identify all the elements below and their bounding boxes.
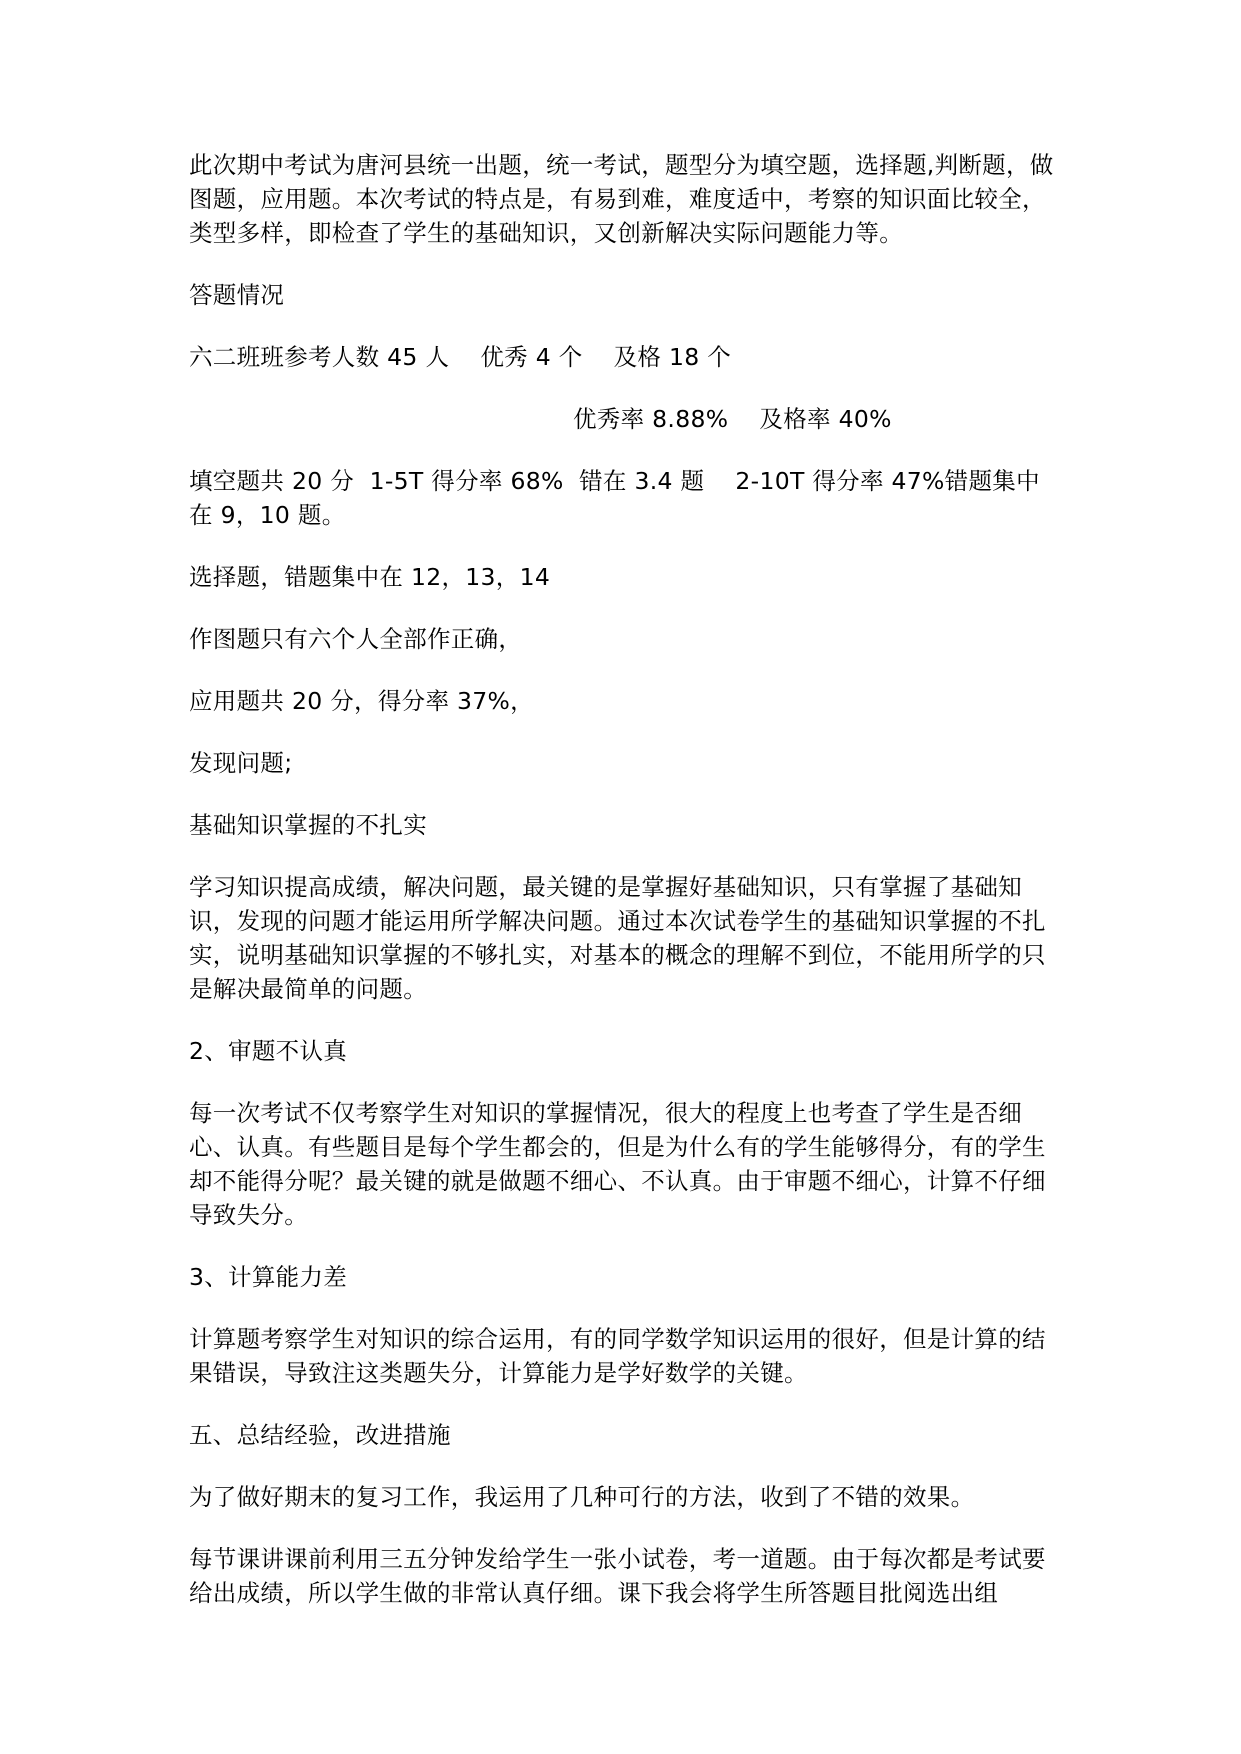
problem-1-paragraph: 学习知识提高成绩，解决问题，最关键的是掌握好基础知识，只有掌握了基础知识，发现的问题才能运用所学解决问题。通过本次试卷学生的基础知识掌握的不扎实，说明基础知识掌握的不够扎实，对基本的概念的理解不到位，不能用所学的只是解决最简单的问题。 xyxy=(189,873,1046,1003)
application-summary: 应用题共 20 分，得分率 37%， xyxy=(189,687,534,715)
answer-situation-heading: 答题情况 xyxy=(189,281,285,309)
section-5-heading: 五、总结经验，改进措施 xyxy=(189,1421,451,1449)
problem-2-heading: 2、审题不认真 xyxy=(189,1037,348,1065)
document-body xyxy=(189,148,1059,1638)
intro-paragraph: 此次期中考试为唐河县统一出题，统一考试，题型分为填空题，选择题,判断题，做图题，应用题。本次考试的特点是，有易到难，难度适中，考察的知识面比较全，类型多样，即检查了学生的基础知识，又创新解决实际问题能力等。 xyxy=(189,151,1054,247)
section-5-method-paragraph: 每节课讲课前利用三五分钟发给学生一张小试卷，考一道题。由于每次都是考试要给出成绩，所以学生做的非常认真仔细。课下我会将学生所答题目批阅选出组 xyxy=(189,1545,1046,1607)
class-stats-line: 六二班班参考人数 45 人 优秀 4 个 及格 18 个 xyxy=(189,343,732,371)
rate-stats-line: 优秀率 8.88% 及格率 40% xyxy=(573,405,892,433)
fill-blank-summary: 填空题共 20 分 1-5T 得分率 68% 错在 3.4 题 2-10T 得分率 47%错题集中在 9，10 题。 xyxy=(189,467,1040,529)
drawing-summary: 作图题只有六个人全部作正确， xyxy=(189,625,523,653)
problem-3-paragraph: 计算题考察学生对知识的综合运用，有的同学数学知识运用的很好，但是计算的结果错误，导致注这类题失分，计算能力是学好数学的关键。 xyxy=(189,1325,1046,1387)
problems-heading: 发现问题; xyxy=(189,749,293,777)
problem-3-heading: 3、计算能力差 xyxy=(189,1263,348,1291)
multiple-choice-summary: 选择题，错题集中在 12，13，14 xyxy=(189,563,551,591)
problem-1-heading: 基础知识掌握的不扎实 xyxy=(189,811,427,839)
section-5-intro: 为了做好期末的复习工作，我运用了几种可行的方法，收到了不错的效果。 xyxy=(189,1483,975,1511)
problem-2-paragraph: 每一次考试不仅考察学生对知识的掌握情况，很大的程度上也考查了学生是否细心、认真。有些题目是每个学生都会的，但是为什么有的学生能够得分，有的学生却不能得分呢？最关键的就是做题不细心、不认真。由于审题不细心，计算不仔细导致失分。 xyxy=(189,1099,1046,1229)
